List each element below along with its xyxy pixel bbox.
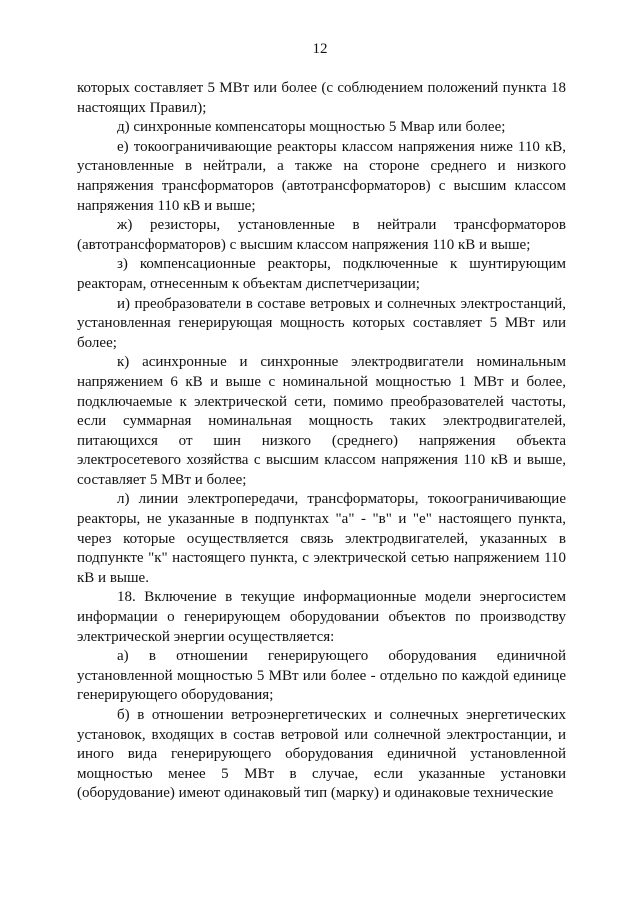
paragraph-item-z: з) компенсационные реакторы, подключенные к шунтирующим реакторам, отнесенным к объектам диспетчеризации; [77, 256, 566, 292]
paragraph-item-a: а) в отношении генерирующего оборудования единичной установленной мощностью 5 МВт или более - отдельно по каждой единице генерирующего оборудования; [77, 648, 566, 704]
paragraph-item-k: к) асинхронные и синхронные электродвигатели номинальным напряжением 6 кВ и выше с номинальной мощностью 1 МВт и более, подключаемые к электрической сети, помимо преобразователей частоты, если суммарная номинальная мощность таких электродвигателей, питающихся от шин низкого (среднего) напряжения объекта электросетевого хозяйства с высшим классом напряжения 110 кВ и выше, составляет 5 МВт и более; [77, 354, 566, 488]
paragraph-item-zh: ж) резисторы, установленные в нейтрали трансформаторов (автотрансформаторов) с высшим классом напряжения 110 кВ и выше; [77, 217, 566, 253]
paragraph-item-d: д) синхронные компенсаторы мощностью 5 Мвар или более; [117, 119, 506, 136]
paragraph-item-b: б) в отношении ветроэнергетических и солнечных энергетических установок, входящих в состав ветровой или солнечной электростанции, и иного вида генерирующего оборудования единичной установленной мощностью менее 5 МВт в случае, если указанные установки (оборудование) имеют одинаковый тип (марку) и одинаковые технические [77, 707, 566, 802]
paragraph-item-e: е) токоограничивающие реакторы классом напряжения ниже 110 кВ, установленные в нейтрали, а также на стороне среднего и низкого напряжения трансформаторов (автотрансформаторов) с высшим классом напряжения 110 кВ и выше; [77, 138, 566, 214]
paragraph-section-18: 18. Включение в текущие информационные модели энергосистем информации о генерирующем оборудовании объектов по производству электрической энергии осуществляется: [77, 589, 566, 645]
paragraph-continuation: которых составляет 5 МВт или более (с соблюдением положений пункта 18 настоящих Правил); [77, 80, 566, 116]
document-body [77, 79, 566, 804]
page-number: 12 [312, 41, 328, 57]
paragraph-item-l: л) линии электропередачи, трансформаторы, токоограничивающие реакторы, не указанные в подпунктах "а" - "в" и "е" настоящего пункта, через которые осуществляется связь электродвигателей, указанных в подпункте "к" настоящего пункта, с электрической сетью напряжением 110 кВ и выше. [77, 491, 566, 586]
paragraph-item-i: и) преобразователи в составе ветровых и солнечных электростанций, установленная генерирующая мощность которых составляет 5 МВт или более; [77, 295, 566, 351]
